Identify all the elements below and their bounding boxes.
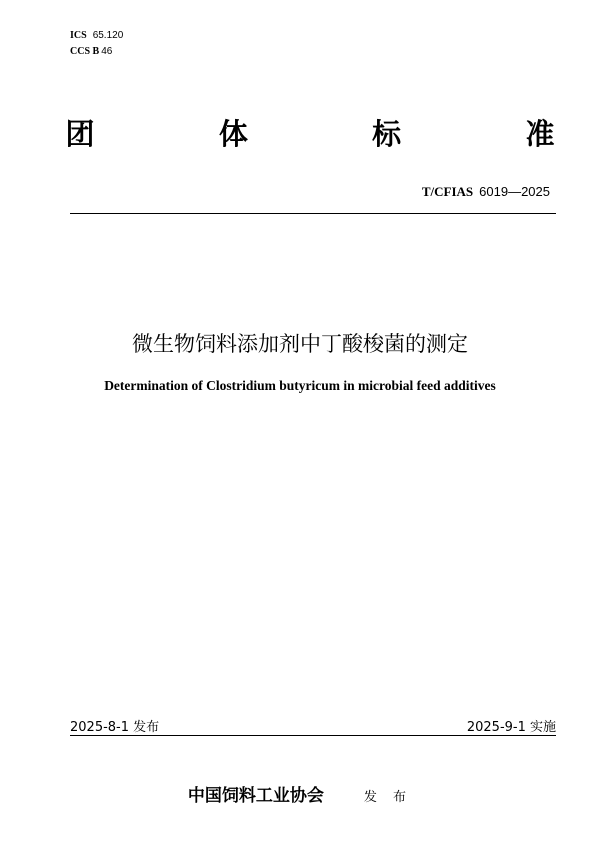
implementation-date: 2025-9-1 实施 bbox=[466, 720, 556, 735]
ics-label: ICS bbox=[70, 30, 87, 41]
standard-type-char: 团 bbox=[65, 117, 95, 151]
ics-line bbox=[70, 28, 123, 44]
standard-number-value: 6019—2025 bbox=[479, 184, 550, 199]
ccs-value: 46 bbox=[101, 46, 113, 57]
classification-codes bbox=[70, 28, 123, 60]
bottom-divider bbox=[70, 735, 556, 736]
standard-number bbox=[422, 184, 550, 200]
publisher-organization: 中国饲料工业协会 bbox=[187, 786, 324, 806]
standard-type-char: 体 bbox=[218, 117, 248, 151]
release-date: 2025-8-1 发布 bbox=[70, 720, 160, 735]
ccs-label: CCS bbox=[70, 46, 91, 57]
title-chinese: 微生物饲料添加剂中丁酸梭菌的测定 bbox=[132, 332, 468, 356]
ccs-line bbox=[70, 44, 123, 60]
standard-type-char: 准 bbox=[525, 117, 555, 151]
ccs-letter: B bbox=[92, 46, 100, 57]
publisher-action: 发 布 bbox=[363, 790, 413, 805]
ics-value: 65.120 bbox=[92, 30, 124, 41]
standard-type-char: 标 bbox=[372, 117, 402, 151]
top-divider bbox=[70, 213, 556, 214]
standard-number-prefix: T/CFIAS bbox=[421, 184, 474, 199]
standard-type-heading bbox=[60, 112, 560, 152]
title-english: Determination of Clostridium butyricum in microbial feed additives bbox=[104, 378, 496, 393]
publisher-line bbox=[0, 781, 600, 806]
